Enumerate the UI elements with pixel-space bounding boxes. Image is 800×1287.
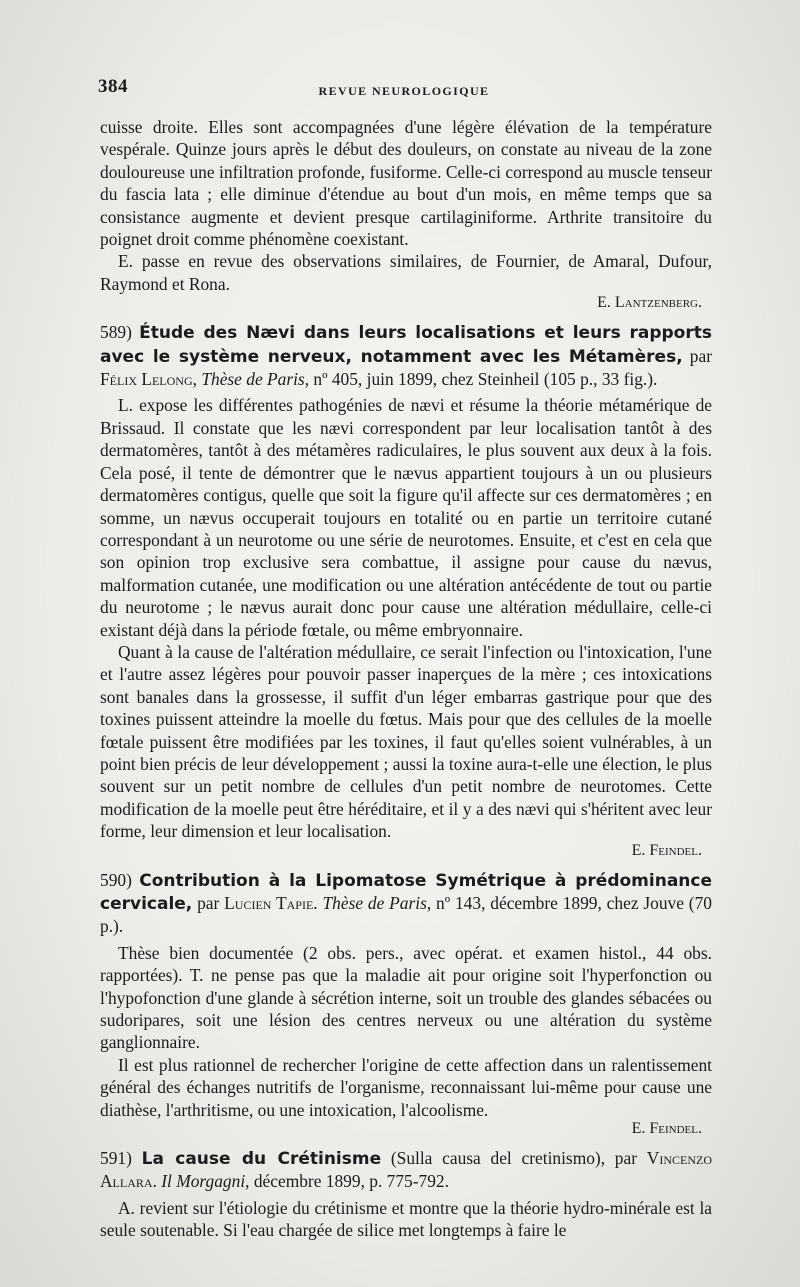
entry-source-details: , nº 405, juin 1899, chez Steinheil (105 p., 33 fig.).: [304, 369, 658, 390]
entry-author: Félix Lelong: [100, 369, 193, 390]
running-title: REVUE NEUROLOGIQUE: [318, 84, 490, 98]
entry-paragraph: Quant à la cause de l'altération médullaire, ce serait l'infection ou l'intoxication, l'une et l'autre assez légères pour pouvoir passer inaperçues de la mère ; ces intoxications sont banales dans la grossesse, il suffit d'un léger embarras gastrique pour que des toxines puissent atteindre la moelle du fœtus. Mais pour que des cellules de la moelle fœtale puissent être modifiées par les toxines, il faut qu'elles soient vulnérables, à un point bien précis de leur développement ; aussi la toxine aura-t-elle une élection, le plus souvent sur un petit nombre de cellules d'un petit nombre de neurotomes. Cette modification de la moelle peut être héréditaire, et il y a des nævi qui s'héritent avec leur forme, leur dimension et leur localisation.: [100, 641, 712, 842]
page-header: [98, 76, 710, 106]
signature-feindel: E. Feindel.: [631, 841, 702, 859]
entry-number: 589): [100, 322, 132, 343]
signature-lantzenberg: E. Lantzenberg.: [597, 294, 702, 312]
entry-paragraph: L. expose les différentes pathogénies de nævi et résume la théorie métamérique de Brissaud. Il constate que les nævi correspondent par leur localisation tantôt à des dermatomères, tantôt à des métamères radiculaires, le plus souvent aux deux à la fois. Cela posé, il tente de démontrer que le nævus appartient toujours à un ou plusieurs dermatomères contigus, quelle que soit la figure qu'il affecte sur ces dermatomères ; en somme, un nævus occuperait toujours en totalité ou en partie un territoire cutané correspondant à un neurotome ou une série de neurotomes. Ensuite, et c'est en cela que son opinion trop exclusive sera combattue, il assigne pour cause du nævus, malformation cutanée, une modification ou une altération antécédente de tout ou partie du neurotome ; le nævus aurait donc pour cause une altération médullaire, celle-ci existant déjà dans la période fœtale, ou même embryonnaire.: [100, 395, 712, 640]
review-entry-591: [100, 1147, 712, 1242]
signature-feindel: E. Feindel.: [631, 1120, 702, 1138]
continuation-paragraph: cuisse droite. Elles sont accompagnées d'une légère élévation de la température vespérale. Quinze jours après le début des douleurs, on constate au niveau de la zone douloureuse une infiltration profonde, fusiforme. Celle-ci correspond au muscle tenseur du fascia lata ; elle diminue d'étendue au bout d'un mois, en même temps que sa consistance augmente et devient presque cartilaginiforme. Arthrite transitoire du poignet droit comme phénomène coexistant.: [100, 117, 712, 250]
review-entry-590: [100, 869, 712, 1139]
entry-paragraph: A. revient sur l'étiologie du crétinisme et montre que la théorie hydro-minérale est la seule soutenable. Si l'eau chargée de silice met longtemps à faire le: [100, 1197, 712, 1241]
page-number: 384: [98, 76, 128, 97]
entry-heading: 591) La cause du Crétinisme (Sulla causa del cretinismo), par Vincenzo Allara. Il Morgagni, décembre 1899, p. 775-792.: [100, 1148, 712, 1192]
entry-source-details: , décembre 1899, p. 775-792.: [245, 1171, 449, 1192]
entry-title: La cause du Crétinisme: [141, 1149, 382, 1170]
entry-author: Vincenzo Allara: [100, 1148, 712, 1192]
page-body: [100, 116, 712, 1242]
entry-subtitle: (Sulla causa del cretinismo), par: [381, 1148, 647, 1169]
entry-title: Contribution à la Lipomatose Symétrique à prédominance cervicale,: [100, 870, 712, 914]
entry-number: 590): [100, 869, 132, 890]
entry-by: par: [682, 345, 712, 366]
entry-title: Étude des Nævi dans leurs localisations et leurs rapports avec le système nerveux, notamment avec les Métamères,: [100, 323, 712, 367]
entry-author: Lucien Tapie: [224, 893, 314, 913]
entry-by: par: [192, 893, 225, 913]
entry-heading: 590) Contribution à la Lipomatose Symétrique à prédominance cervicale, par Lucien Tapie. Thèse de Paris, nº 143, décembre 1899, chez Jouve (70 p.).: [100, 869, 712, 937]
entry-heading: 589) Étude des Nævi dans leurs localisations et leurs rapports avec le système nerveux, notamment avec les Métamères, par Félix Lelong, Thèse de Paris, nº 405, juin 1899, chez Steinheil (105 p., 33 fig.).: [100, 322, 712, 390]
entry-paragraph: Il est plus rationnel de rechercher l'origine de cette affection dans un ralentissement général des échanges nutritifs de l'organisme, reconnaissant lui-même pour cause une diathèse, l'arthritisme, ou une intoxication, l'alcoolisme.: [100, 1054, 712, 1120]
review-entry-589: [100, 321, 712, 860]
entry-source-details: , nº 143, décembre 1899, chez Jouve (70 p.).: [100, 893, 712, 937]
entry-source: Thèse de Paris: [201, 369, 305, 390]
entry-paragraph: Thèse bien documentée (2 obs. pers., avec opérat. et examen histol., 44 obs. rapportées). T. ne pense pas que la maladie ait pour origine soit l'hyperfonction ou l'hypofonction d'une glande à sécrétion interne, soit un trouble des glandes sébacées ou sudoripares, soit une lésion des centres nerveux ou une altération du système ganglionnaire.: [100, 942, 712, 1053]
entry-number: 591): [100, 1148, 132, 1169]
entry-source: Il Morgagni: [161, 1171, 246, 1192]
continuation-paragraph-2: E. passe en revue des observations similaires, de Fournier, de Amaral, Dufour, Raymond et Rona.: [100, 251, 712, 294]
entry-source: Thèse de Paris: [322, 893, 427, 913]
